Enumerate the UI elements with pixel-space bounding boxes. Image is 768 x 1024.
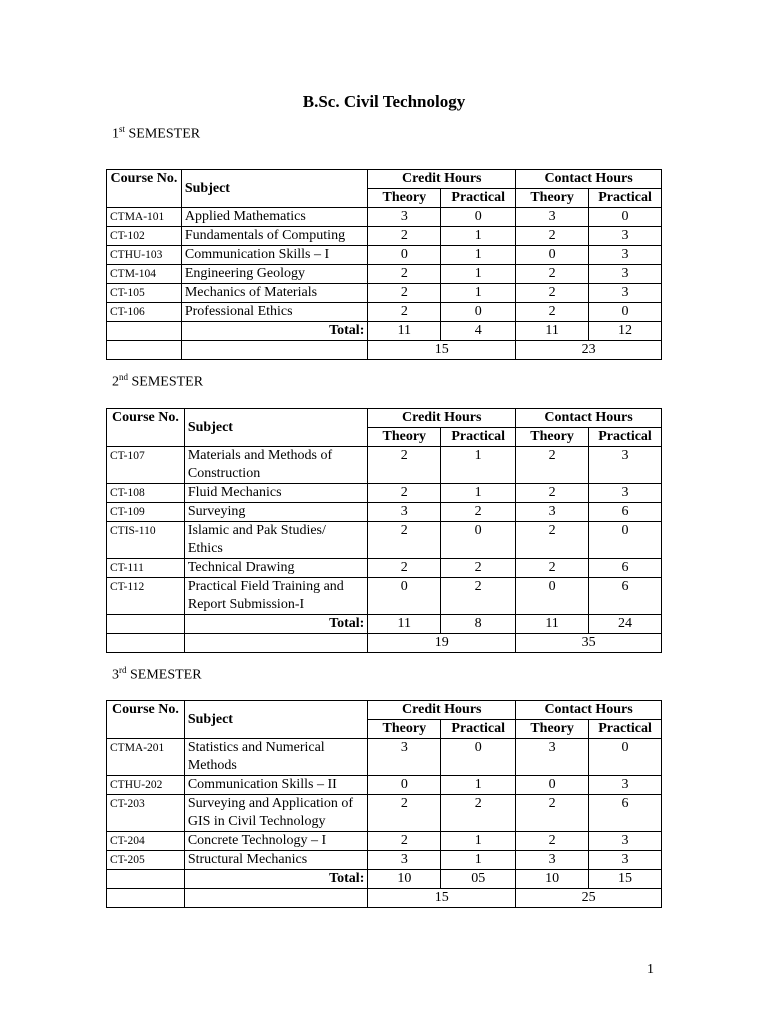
contact-practical: 3: [589, 832, 662, 851]
course-no-header: Course No.: [107, 701, 185, 739]
table-row: [107, 832, 662, 851]
total-contact-practical: 15: [589, 870, 662, 889]
table-row: [107, 284, 662, 303]
credit-practical: 2: [441, 559, 516, 578]
contact-theory: 0: [516, 578, 589, 615]
credit-theory: 2: [368, 522, 441, 559]
credit-practical: 2: [441, 503, 516, 522]
course-code: CT-111: [107, 559, 185, 578]
course-code: CTHU-202: [107, 776, 185, 795]
semester-suffix: nd: [119, 372, 128, 382]
grand-total-row: [107, 341, 662, 360]
table-row: [107, 246, 662, 265]
practical-header: Practical: [441, 189, 516, 208]
total-credit-practical: 05: [441, 870, 516, 889]
table-row: [107, 503, 662, 522]
credit-practical: 0: [441, 208, 516, 227]
table-row: [107, 208, 662, 227]
semester-table: [106, 169, 662, 360]
total-contact-theory: 10: [516, 870, 589, 889]
semester-number: 3: [112, 667, 119, 683]
credit-theory: 3: [368, 739, 441, 776]
credit-practical: 1: [441, 851, 516, 870]
credit-theory: 2: [368, 284, 441, 303]
credit-hours-header: Credit Hours: [368, 170, 516, 189]
theory-header: Theory: [516, 189, 589, 208]
contact-practical: 3: [589, 246, 662, 265]
semester-label: SEMESTER: [131, 374, 204, 390]
course-code: CT-108: [107, 484, 185, 503]
contact-hours-header: Contact Hours: [516, 170, 662, 189]
semester-suffix: rd: [119, 665, 127, 675]
page-number: 1: [647, 962, 654, 977]
subject-name: Technical Drawing: [184, 559, 367, 578]
credit-theory: 2: [368, 227, 441, 246]
credit-practical: 1: [441, 284, 516, 303]
contact-theory: 3: [516, 503, 589, 522]
table-row: [107, 795, 662, 832]
course-code: CT-205: [107, 851, 185, 870]
course-code: CTHU-103: [107, 246, 182, 265]
credit-theory: 0: [368, 776, 441, 795]
credit-theory: 2: [368, 795, 441, 832]
subject-name: Fundamentals of Computing: [181, 227, 368, 246]
credit-theory: 3: [368, 503, 441, 522]
course-code: CT-105: [107, 284, 182, 303]
credit-practical: 1: [441, 484, 516, 503]
subject-name: Practical Field Training and Report Submission-I: [184, 578, 367, 615]
contact-theory: 2: [516, 447, 589, 484]
table-row: [107, 303, 662, 322]
table-row: [107, 578, 662, 615]
total-empty-cell: [107, 322, 182, 341]
subject-header: Subject: [184, 409, 367, 447]
credit-practical: 1: [441, 265, 516, 284]
credit-theory: 2: [368, 447, 441, 484]
credit-practical: 1: [441, 832, 516, 851]
credit-practical: 0: [441, 739, 516, 776]
contact-theory: 2: [516, 484, 589, 503]
course-code: CTIS-110: [107, 522, 185, 559]
course-code: CTMA-101: [107, 208, 182, 227]
contact-theory: 3: [516, 739, 589, 776]
semester-table: [106, 408, 662, 653]
total-credit-practical: 8: [441, 615, 516, 634]
contact-theory: 0: [516, 246, 589, 265]
contact-practical: 3: [589, 851, 662, 870]
course-code: CT-109: [107, 503, 185, 522]
contact-practical: 0: [589, 208, 662, 227]
subject-name: Concrete Technology – I: [184, 832, 368, 851]
contact-practical: 6: [589, 795, 662, 832]
total-credit-theory: 11: [368, 615, 441, 634]
subject-header: Subject: [181, 170, 368, 208]
grand-contact-total: 23: [516, 341, 662, 360]
semester-number: 2: [112, 374, 119, 390]
grand-empty-cell: [181, 341, 368, 360]
grand-empty-cell: [107, 341, 182, 360]
table-row: [107, 559, 662, 578]
contact-theory: 2: [516, 265, 589, 284]
credit-practical: 2: [441, 578, 516, 615]
semester-heading: [112, 665, 202, 684]
contact-hours-header: Contact Hours: [516, 701, 662, 720]
total-contact-practical: 12: [589, 322, 662, 341]
credit-practical: 1: [441, 246, 516, 265]
subject-name: Structural Mechanics: [184, 851, 368, 870]
subject-header: Subject: [184, 701, 368, 739]
total-empty-cell: [107, 615, 185, 634]
grand-empty-cell: [107, 889, 185, 908]
course-code: CT-204: [107, 832, 185, 851]
contact-practical: 0: [589, 522, 662, 559]
subject-name: Professional Ethics: [181, 303, 368, 322]
credit-practical: 1: [441, 776, 516, 795]
contact-practical: 3: [589, 227, 662, 246]
semester-table: [106, 700, 662, 908]
contact-practical: 0: [589, 303, 662, 322]
grand-total-row: [107, 634, 662, 653]
contact-practical: 6: [589, 559, 662, 578]
grand-empty-cell: [184, 634, 367, 653]
practical-header: Practical: [441, 720, 516, 739]
practical-header: Practical: [589, 720, 662, 739]
total-contact-theory: 11: [516, 322, 589, 341]
grand-credit-total: 15: [368, 341, 516, 360]
credit-theory: 3: [368, 208, 441, 227]
semester-heading: [112, 372, 203, 391]
total-label: Total:: [184, 870, 368, 889]
total-row: [107, 870, 662, 889]
credit-theory: 0: [368, 246, 441, 265]
semester-number: 1: [112, 126, 119, 142]
subject-name: Surveying: [184, 503, 367, 522]
grand-total-row: [107, 889, 662, 908]
subject-name: Communication Skills – II: [184, 776, 368, 795]
subject-name: Statistics and Numerical Methods: [184, 739, 368, 776]
contact-theory: 3: [516, 208, 589, 227]
course-no-header: Course No.: [107, 409, 185, 447]
table-row: [107, 739, 662, 776]
credit-theory: 2: [368, 265, 441, 284]
contact-practical: 6: [589, 503, 662, 522]
credit-theory: 3: [368, 851, 441, 870]
subject-name: Mechanics of Materials: [181, 284, 368, 303]
course-code: CT-112: [107, 578, 185, 615]
total-credit-theory: 10: [368, 870, 441, 889]
contact-practical: 3: [589, 484, 662, 503]
credit-practical: 0: [441, 303, 516, 322]
credit-practical: 1: [441, 447, 516, 484]
theory-header: Theory: [368, 428, 441, 447]
subject-name: Fluid Mechanics: [184, 484, 367, 503]
subject-name: Applied Mathematics: [181, 208, 368, 227]
practical-header: Practical: [441, 428, 516, 447]
theory-header: Theory: [516, 720, 589, 739]
subject-name: Materials and Methods of Construction: [184, 447, 367, 484]
credit-practical: 2: [441, 795, 516, 832]
contact-theory: 2: [516, 559, 589, 578]
contact-theory: 2: [516, 227, 589, 246]
practical-header: Practical: [589, 428, 662, 447]
subject-name: Engineering Geology: [181, 265, 368, 284]
table-row: [107, 776, 662, 795]
contact-theory: 0: [516, 776, 589, 795]
contact-practical: 0: [589, 739, 662, 776]
grand-credit-total: 19: [368, 634, 516, 653]
course-code: CTM-104: [107, 265, 182, 284]
course-code: CT-203: [107, 795, 185, 832]
table-row: [107, 265, 662, 284]
table-row: [107, 851, 662, 870]
contact-practical: 3: [589, 265, 662, 284]
semester-suffix: st: [119, 124, 126, 134]
grand-empty-cell: [107, 634, 185, 653]
grand-contact-total: 35: [516, 634, 662, 653]
total-credit-practical: 4: [441, 322, 516, 341]
total-row: [107, 615, 662, 634]
course-no-header: Course No.: [107, 170, 182, 208]
subject-name: Communication Skills – I: [181, 246, 368, 265]
credit-theory: 2: [368, 484, 441, 503]
credit-hours-header: Credit Hours: [368, 701, 516, 720]
contact-theory: 2: [516, 303, 589, 322]
semester-label: SEMESTER: [128, 126, 201, 142]
practical-header: Practical: [589, 189, 662, 208]
credit-theory: 2: [368, 559, 441, 578]
credit-theory: 0: [368, 578, 441, 615]
contact-hours-header: Contact Hours: [516, 409, 662, 428]
table-row: [107, 484, 662, 503]
total-label: Total:: [181, 322, 368, 341]
total-row: [107, 322, 662, 341]
total-label: Total:: [184, 615, 367, 634]
theory-header: Theory: [516, 428, 589, 447]
contact-theory: 2: [516, 284, 589, 303]
credit-theory: 2: [368, 832, 441, 851]
contact-theory: 2: [516, 795, 589, 832]
contact-practical: 6: [589, 578, 662, 615]
theory-header: Theory: [368, 189, 441, 208]
total-credit-theory: 11: [368, 322, 441, 341]
grand-empty-cell: [184, 889, 368, 908]
contact-practical: 3: [589, 447, 662, 484]
theory-header: Theory: [368, 720, 441, 739]
document-title: B.Sc. Civil Technology: [302, 92, 466, 111]
table-row: [107, 227, 662, 246]
total-empty-cell: [107, 870, 185, 889]
course-code: CT-107: [107, 447, 185, 484]
subject-name: Surveying and Application of GIS in Civil Technology: [184, 795, 368, 832]
total-contact-theory: 11: [516, 615, 589, 634]
credit-practical: 0: [441, 522, 516, 559]
contact-theory: 2: [516, 832, 589, 851]
contact-theory: 2: [516, 522, 589, 559]
contact-practical: 3: [589, 776, 662, 795]
contact-theory: 3: [516, 851, 589, 870]
grand-contact-total: 25: [516, 889, 662, 908]
total-contact-practical: 24: [589, 615, 662, 634]
semester-heading: [112, 124, 200, 143]
semester-label: SEMESTER: [130, 667, 202, 683]
credit-theory: 2: [368, 303, 441, 322]
table-row: [107, 522, 662, 559]
table-row: [107, 447, 662, 484]
course-code: CTMA-201: [107, 739, 185, 776]
subject-name: Islamic and Pak Studies/ Ethics: [184, 522, 367, 559]
grand-credit-total: 15: [368, 889, 516, 908]
course-code: CT-106: [107, 303, 182, 322]
contact-practical: 3: [589, 284, 662, 303]
credit-practical: 1: [441, 227, 516, 246]
course-code: CT-102: [107, 227, 182, 246]
credit-hours-header: Credit Hours: [368, 409, 516, 428]
